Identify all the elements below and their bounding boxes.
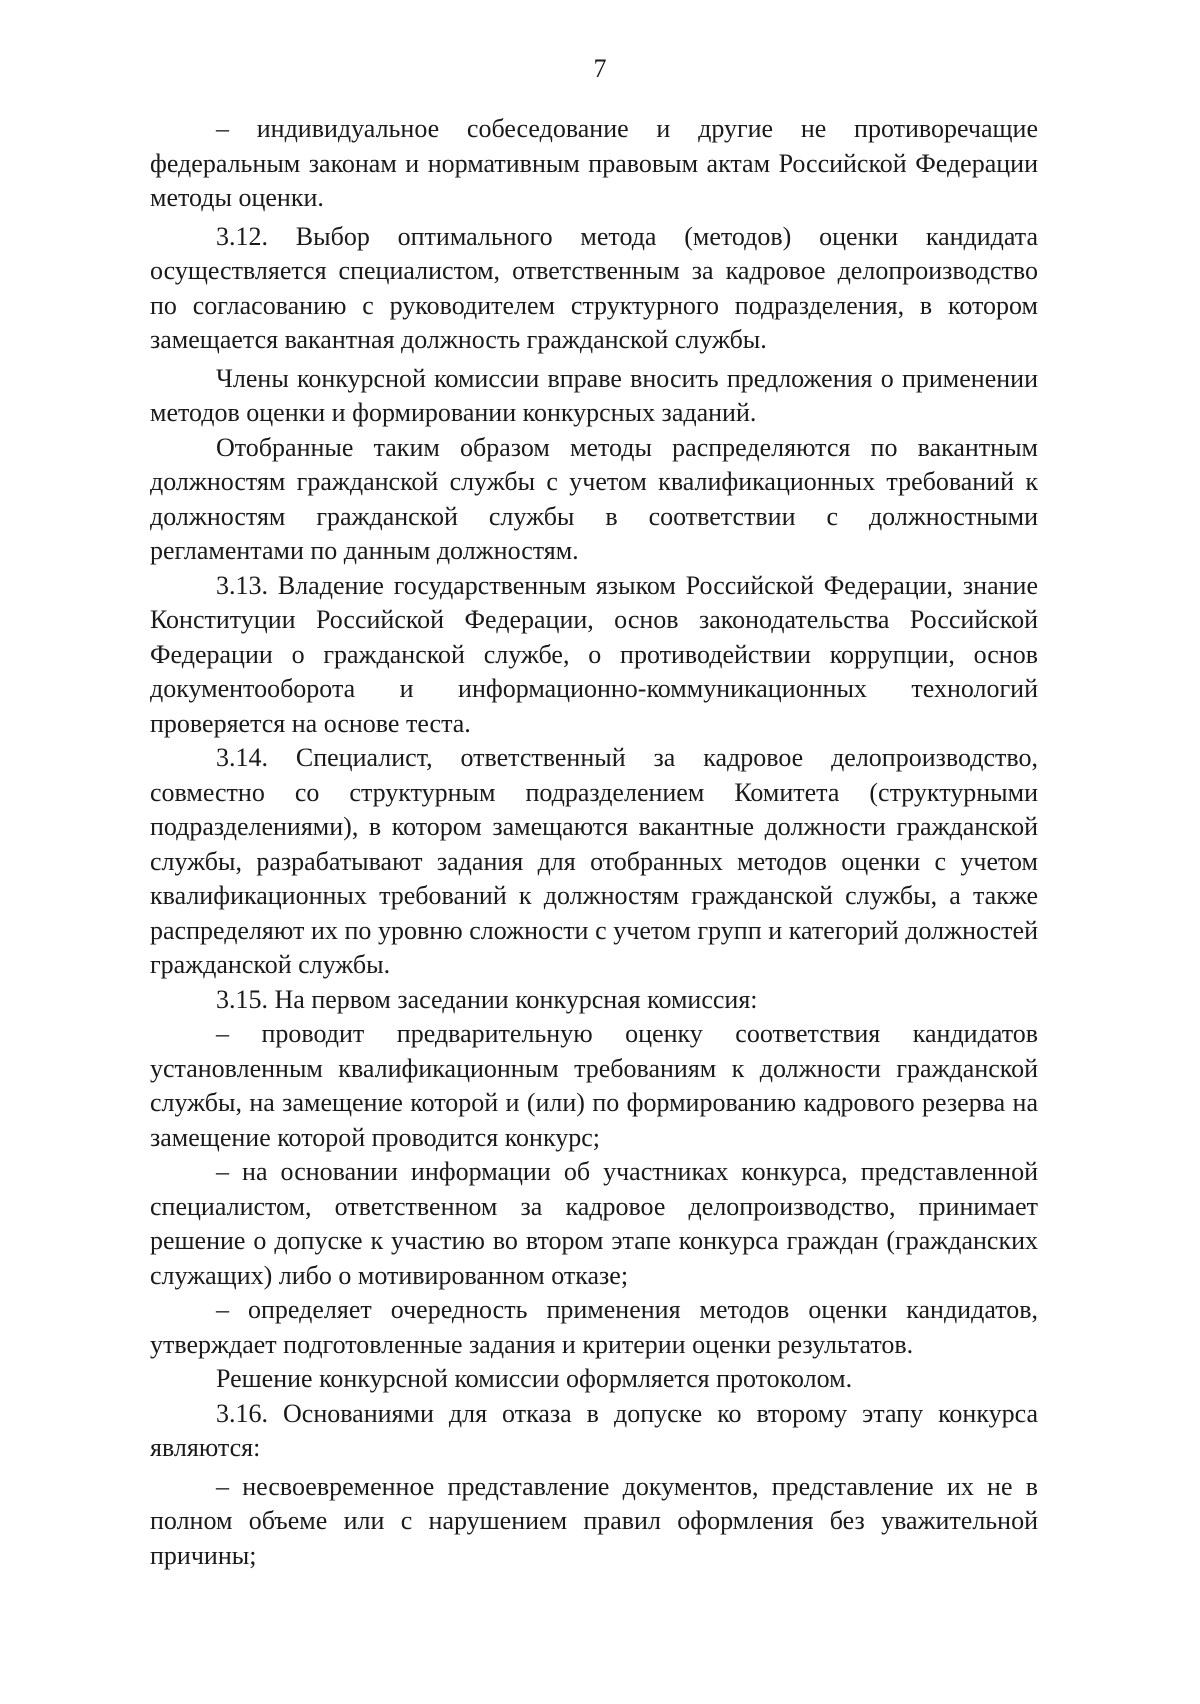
paragraph-commission-members: Члены конкурсной комиссии вправе вносить предложения о применении методов оценки и формировании конкурсных заданий.	[150, 363, 1038, 427]
paragraph-late-documents: – несвоевременное представление документов, представление их не в полном объеме или с нарушением правил оформления без уважительной причины;	[150, 1471, 1038, 1570]
paragraph-selected-methods: Отобранные таким образом методы распределяются по вакантным должностям гражданской службы с учетом квалификационных требований к должностям гражданской службы в соответствии с должностными регламентами по данным должностям.	[150, 432, 1038, 565]
paragraph-3-13: 3.13. Владение государственным языком Российской Федерации, знание Конституции Российской Федерации, основ законодательства Российской Федерации о гражданской службе, о противодействии коррупции, основ документооборота и информационно-коммуникационных технологий проверяется на основе теста.	[150, 570, 1038, 738]
paragraph-3-14: 3.14. Специалист, ответственный за кадровое делопроизводство, совместно со структурным подразделением Комитета (структурными подразделениями), в котором замещаются вакантные должности гражданской службы, разрабатывают задания для отобранных методов оценки с учетом квалификационных требований к должностям гражданской службы, а также распределяют их по уровню сложности с учетом групп и категорий должностей гражданской службы.	[150, 743, 1038, 979]
paragraph-3-16: 3.16. Основаниями для отказа в допуске ко второму этапу конкурса являются:	[150, 1398, 1038, 1462]
document-body	[150, 112, 1038, 1573]
paragraph-protocol: Решение конкурсной комиссии оформляется протоколом.	[216, 1364, 853, 1393]
paragraph-assessment-order: – определяет очередность применения методов оценки кандидатов, утверждает подготовленные задания и критерии оценки результатов.	[150, 1295, 1038, 1359]
paragraph-preliminary-assessment: – проводит предварительную оценку соответствия кандидатов установленным квалификационным требованиям к должности гражданской службы, на замещение которой и (или) по формированию кадрового резерва на замещение которой проводится конкурс;	[150, 1019, 1038, 1152]
paragraph-3-12: 3.12. Выбор оптимального метода (методов) оценки кандидата осуществляется специалистом, ответственным за кадровое делопроизводство по согласованию с руководителем структурного подразделения, в котором замещается вакантная должность гражданской службы.	[150, 221, 1038, 354]
paragraph-methods-interview: – индивидуальное собеседование и другие не противоречащие федеральным законам и нормативным правовым актам Российской Федерации методы оценки.	[150, 114, 1038, 212]
page-number: 7	[593, 54, 607, 83]
paragraph-3-15: 3.15. На первом заседании конкурсная комиссия:	[216, 984, 758, 1014]
paragraph-admission-decision: – на основании информации об участниках конкурса, представленной специалистом, ответственном за кадровое делопроизводство, принимает решение о допуске к участию во втором этапе конкурса граждан (гражданских служащих) либо о мотивированном отказе;	[150, 1157, 1038, 1290]
